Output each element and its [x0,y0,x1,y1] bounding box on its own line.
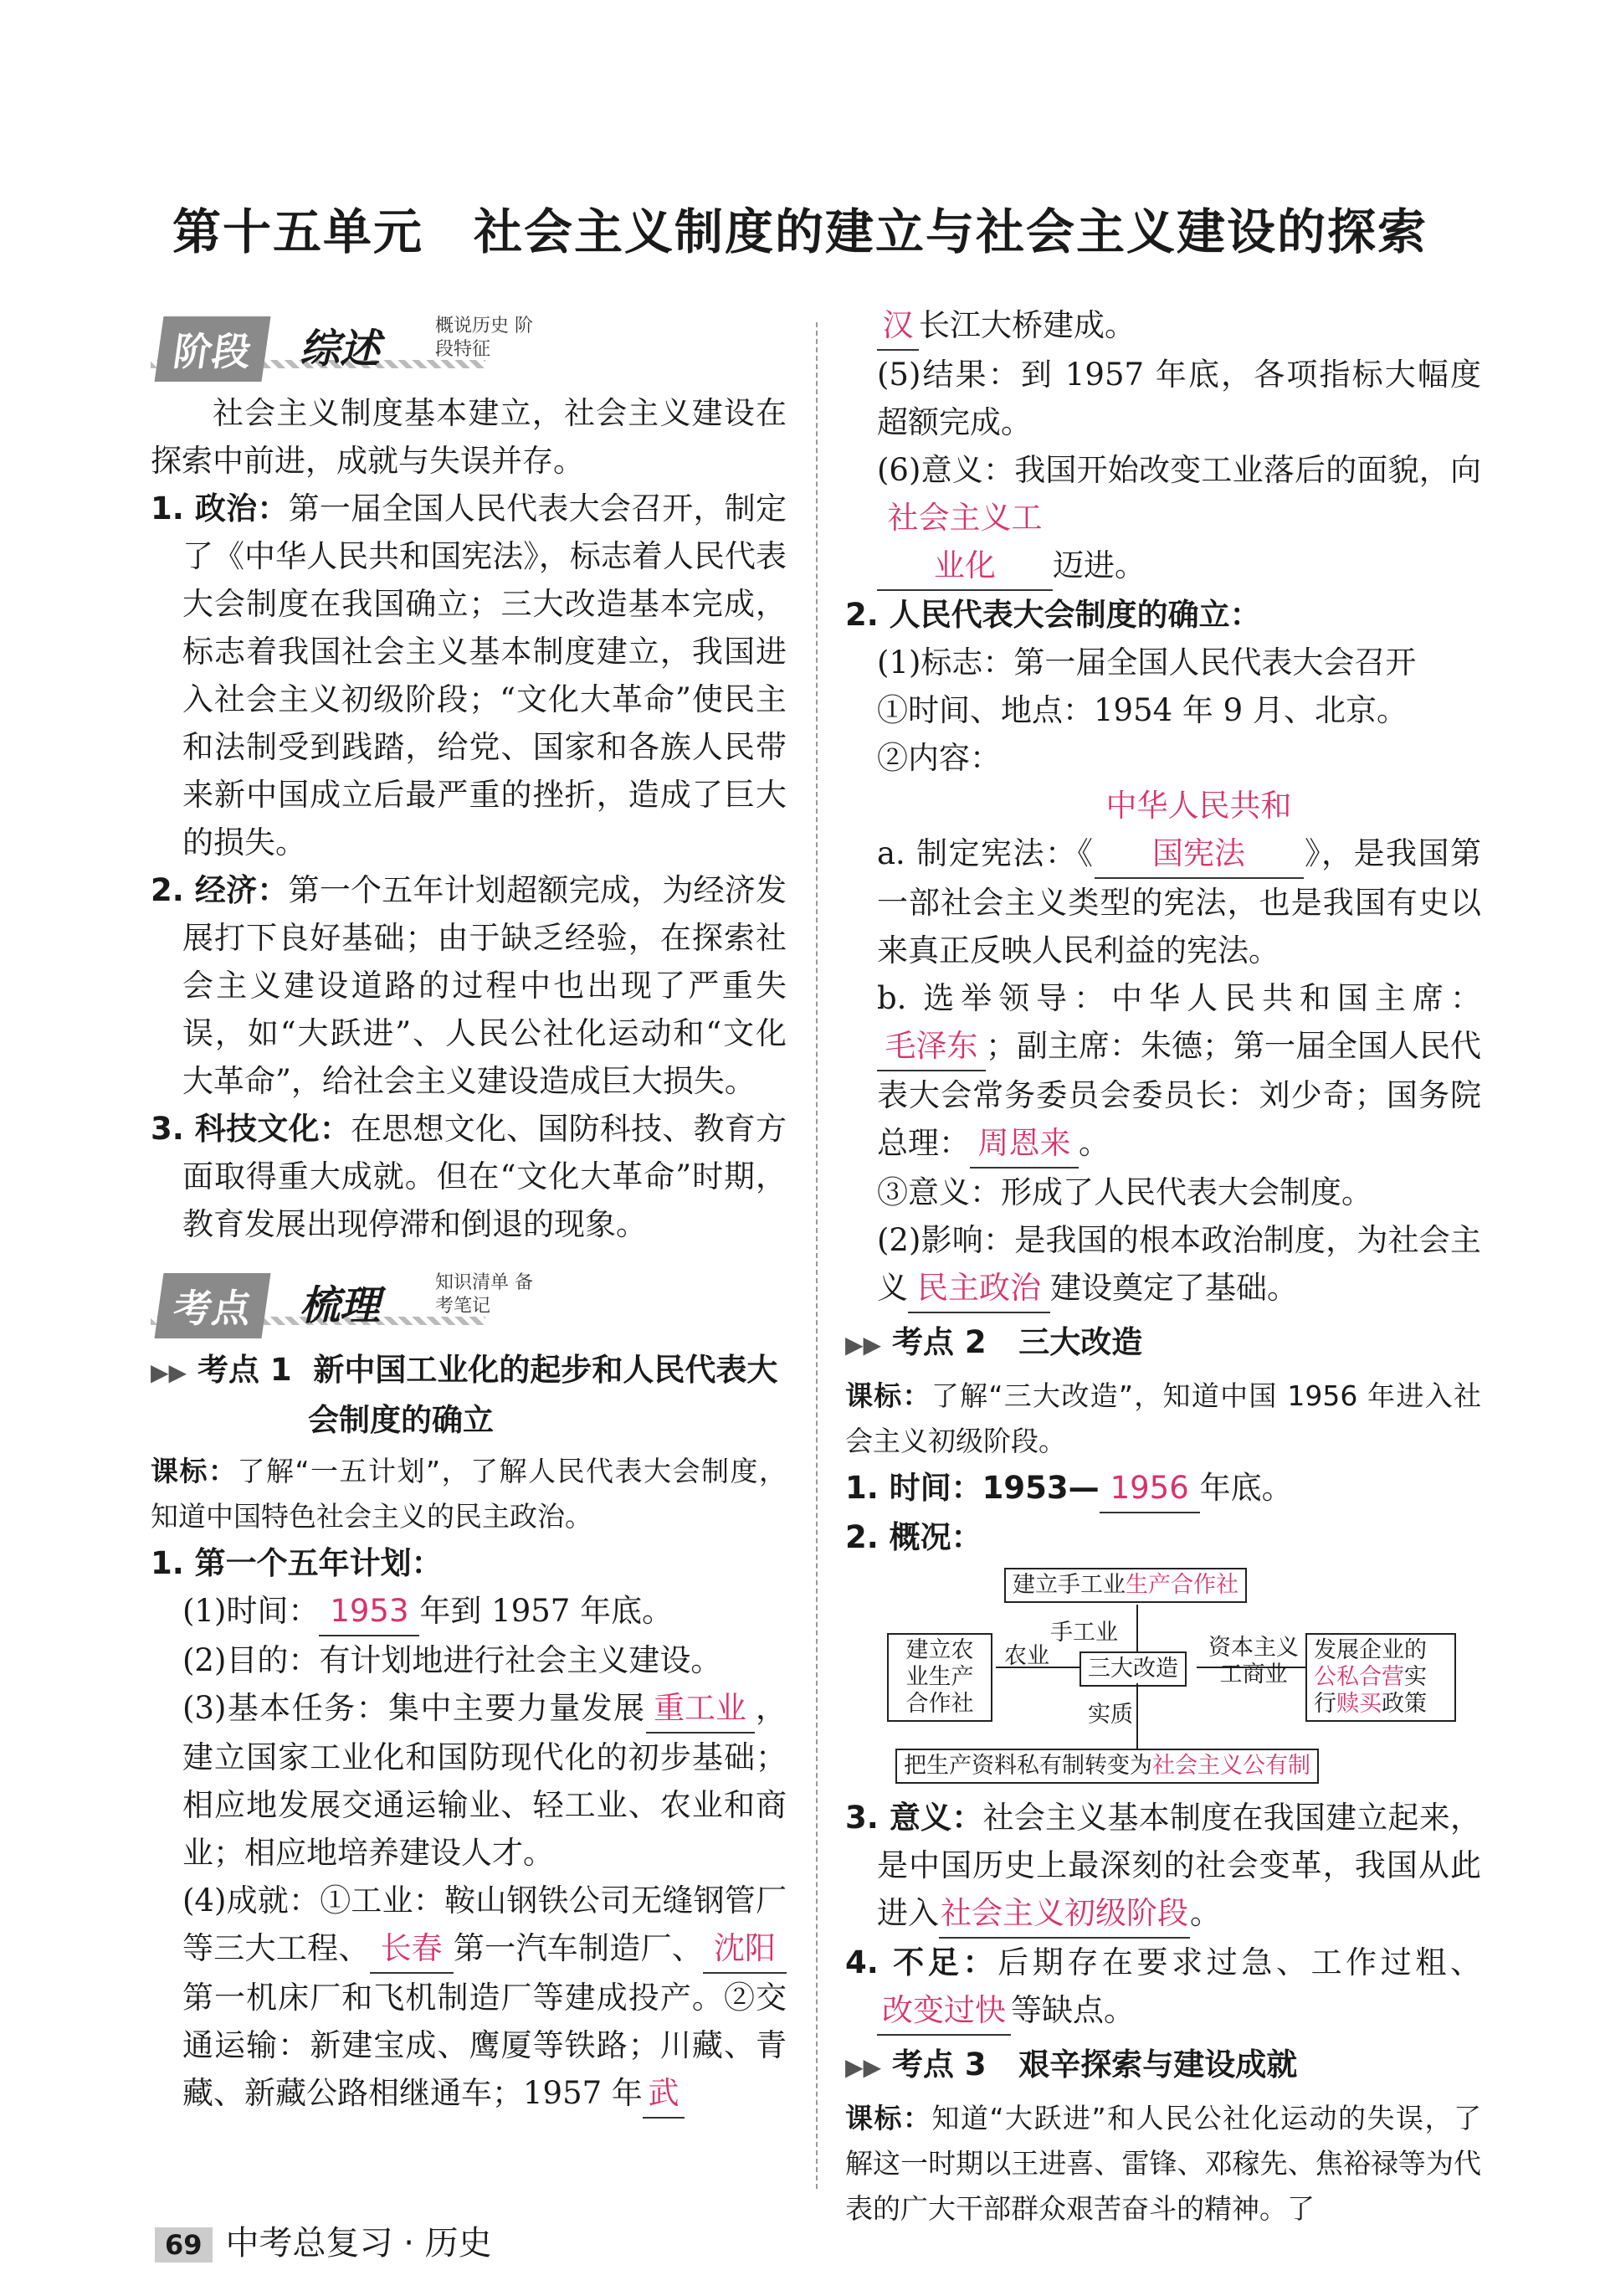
answer-blank: 1953 [319,1587,419,1636]
triangle-icon: ▶▶ [151,1359,187,1386]
diagram-label-essence: 实质 [1088,1702,1133,1728]
answer-blank: 汉 [877,301,919,351]
economy-paragraph: 2. 经济：第一个五年计划超额完成，为经济发展打下良好基础；由于缺乏经验，在探索社会主义建设道路的过程中也出现了严重失误，如“大跃进”、人民公社化运动和“文化大革命”，给社会主义建设造成巨大损失。 [151,872,787,1099]
diagram-line-up [1136,1605,1138,1651]
reform-time: 1. 时间：1953— 1956 年底。 [845,1464,1481,1513]
answer-blank: 沈阳 [703,1924,787,1974]
npc-time-place: ①时间、地点：1954 年 9 月、北京。 [877,692,1408,728]
banner-note: 概说历史 阶段特征 [435,316,533,360]
npc-content: ②内容： [877,740,1001,776]
answer-blank: 社会主义初级阶段 [939,1889,1190,1939]
plan-task: (3)基本任务：集中主要力量发展 重工业 ，建立国家工业化和国防现代化的初步基础；相应地发展交通运输业、轻工业、农业和商业；相应地培养建设人才。 [151,1684,787,1877]
diagram-line-down [1136,1683,1138,1749]
npc-heading: 2. 人民代表大会制度的确立： [845,597,1261,633]
plan-significance: (6)意义：我国开始改变工业落后的面貌，向社会主义工业化 迈进。 [845,446,1481,591]
reform-significance: 3. 意义：社会主义基本制度在我国建立起来，是中国历史上最深刻的社会变革，我国从此进入社会主义初级阶段。 [845,1794,1481,1939]
diagram-box-agriculture: 建立农业生产合作社 [887,1633,992,1722]
footer-text: 中考总复习 · 历史 [225,2224,492,2263]
reform-overview: 2. 概况： [845,1519,982,1555]
answer-blank: 民主政治 [908,1264,1050,1313]
diagram-label-capitalist: 资本主义工商业 [1208,1635,1299,1687]
reform-shortcoming: 4. 不足：后期存在要求过急、工作过粗、改变过快 等缺点。 [845,1939,1481,2036]
curriculum-standard-3: 课标：知道“大跃进”和人民公社化运动的失误，了解这一时期以王进喜、雷锋、邓稼先、焦裕禄等为代表的广大干部群众艰苦奋斗的精神。了 [845,2102,1482,2225]
key-point-3-heading: ▶▶ 考点 3 艰辛探索与建设成就 [845,2047,1298,2083]
page-footer [155,2216,492,2264]
right-column [845,301,1481,2232]
plan-time: (1)时间： 1953 年到 1957 年底。 [151,1587,787,1636]
npc-meaning: ③意义：形成了人民代表大会制度。 [877,1174,1372,1210]
diagram-box-handicraft: 建立手工业生产合作社 [1004,1568,1247,1603]
diagram-label-agriculture: 农业 [1004,1643,1049,1669]
diagram-label-handicraft: 手工业 [1050,1620,1118,1646]
banner-tag: 考点 [155,1273,271,1338]
intro-paragraph: 社会主义制度基本建立，社会主义建设在探索中前进，成就与失误并存。 [151,395,787,479]
bridge-line: 汉 长江大桥建成。 [845,301,1481,351]
column-divider [816,322,818,2189]
key-point-2-heading: ▶▶ 考点 2 三大改造 [845,1324,1143,1360]
npc-sign: (1)标志：第一届全国人民代表大会召开 [877,645,1417,681]
npc-impact: (2)影响：是我国的根本政治制度，为社会主义 民主政治 建设奠定了基础。 [845,1216,1481,1313]
answer-blank: 改变过快 [877,1986,1011,2036]
answer-blank: 武 [643,2069,685,2119]
answer-blank: 周恩来 [970,1119,1079,1169]
answer-blank: 1956 [1100,1464,1200,1513]
politics-paragraph: 1. 政治：第一届全国人民代表大会召开，制定了《中华人民共和国宪法》，标志着人民代表大会制度在我国确立；三大改造基本完成，标志着我国社会主义基本制度建立，我国进入社会主义初级阶段；“文化大革命”使民主和法制受到践踏，给党、国家和各族人民带来新中国成立后最严重的挫折，造成了巨大的损失。 [151,491,787,860]
curriculum-standard-2: 课标：了解“三大改造”，知道中国 1956 年进入社会主义初级阶段。 [845,1379,1482,1457]
triangle-icon: ▶▶ [845,2053,882,2081]
banner-title: 综述 [300,326,381,372]
answer-blank: 社会主义工业化 [877,494,1053,591]
banner-title: 梳理 [300,1282,381,1329]
banner-key-points [151,1258,787,1338]
diagram-box-capitalist: 发展企业的公私合营实行赎买政策 [1305,1633,1456,1722]
curriculum-standard-1: 课标：了解“一五计划”，了解人民代表大会制度，知道中国特色社会主义的民主政治。 [151,1455,787,1533]
three-reforms-diagram [845,1568,1481,1785]
plan-result: (5)结果：到 1957 年底，各项指标大幅度超额完成。 [877,357,1481,440]
banner-stage-summary [151,301,787,381]
five-year-plan-heading: 1. 第一个五年计划： [151,1545,443,1581]
culture-paragraph: 3. 科技文化：在思想文化、国防科技、教育方面取得重大成就。但在“文化大革命”时期，教育发展出现停滞和倒退的现象。 [151,1111,787,1242]
answer-blank: 重工业 [646,1684,755,1734]
answer-blank: 长春 [370,1924,454,1974]
key-point-1-heading: ▶▶ 考点 1 新中国工业化的起步和人民代表大会制度的确立 [151,1352,778,1438]
banner-tag: 阶段 [155,316,271,382]
page-title: 第十五单元 社会主义制度的建立与社会主义建设的探索 [172,203,1428,260]
npc-constitution: a. 制定宪法：《中华人民共和国宪法 》，是我国第一部社会主义类型的宪法，也是我国有史以来真正反映人民利益的宪法。 [845,782,1481,974]
plan-achievement: (4)成就：①工业：鞍山钢铁公司无缝钢管厂等三大工程、 长春 第一汽车制造厂、 沈阳第一机床厂和飞机制造厂等建成投产。②交通运输：新建宝成、鹰厦等铁路；川藏、青藏、新藏公路相继通车；1957 年 武 [151,1877,787,2119]
plan-purpose: (2)目的：有计划地进行社会主义建设。 [182,1642,722,1678]
diagram-box-essence: 把生产资料私有制转变为社会主义公有制 [895,1749,1319,1784]
answer-blank: 中华人民共和国宪法 [1095,782,1304,879]
banner-note: 知识清单 备考笔记 [435,1272,533,1317]
diagram-box-center: 三大改造 [1079,1651,1187,1687]
npc-leaders: b. 选举领导：中华人民共和国主席：毛泽东 ；副主席：朱德；第一届全国人民代表大会常务委员会委员长：刘少奇；国务院总理： 周恩来 。 [845,974,1481,1169]
left-column [151,301,787,2119]
page-number: 69 [155,2227,213,2263]
answer-blank: 毛泽东 [877,1022,986,1071]
triangle-icon: ▶▶ [845,1331,882,1359]
